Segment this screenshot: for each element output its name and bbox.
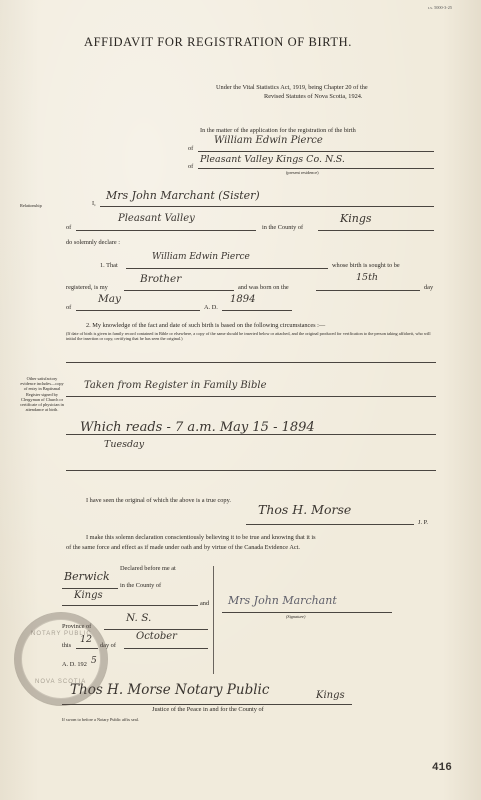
- deponent-place-handwritten: Pleasant Valley: [118, 213, 195, 224]
- day-label: day: [424, 284, 434, 291]
- ad-label: A. D.: [204, 304, 218, 311]
- page-number: 416: [432, 762, 452, 774]
- evidence-line-1-handwritten: Taken from Register in Family Bible: [84, 380, 267, 391]
- relation-handwritten: Brother: [140, 273, 182, 285]
- notary-seal-note: If sworn to before a Notary Public affix seal.: [62, 717, 139, 722]
- birth-year-handwritten: 1894: [230, 294, 256, 305]
- declaration-line-2: of the same force and effect as if made under oath and by virtue of the Canada Evidence Act.: [66, 544, 300, 551]
- matter-intro: In the matter of the application for the registration of the birth: [200, 127, 356, 134]
- evidence-line-3-handwritten: Tuesday: [104, 439, 145, 450]
- registered-label: registered, is my: [66, 284, 108, 291]
- deponent-county-handwritten: Kings: [340, 212, 372, 225]
- matter-of-label: of: [188, 145, 194, 152]
- residence-handwritten: Pleasant Valley Kings Co. N.S.: [200, 154, 345, 165]
- form-code: ɪ.s. 5000-3-25: [428, 5, 452, 10]
- day-of-label: day of: [100, 642, 116, 649]
- statute-line-1: Under the Vital Statistics Act, 1919, being Chapter 20 of the: [216, 84, 368, 91]
- clause1-suffix: whose birth is sought to be: [332, 262, 400, 269]
- signature-caption: (Signature): [286, 614, 306, 619]
- notary-seal-emboss: NOTARY PUBLIC NOVA SCOTIA: [14, 612, 108, 706]
- clause1-name-handwritten: William Edwin Pierce: [152, 252, 250, 262]
- i-label: I,: [92, 200, 96, 207]
- birth-day-handwritten: 15th: [356, 272, 379, 283]
- declared-label: Declared before me at: [120, 565, 176, 572]
- declared-day-handwritten: 12: [80, 634, 93, 645]
- side-note: Other satisfactory evidence includes—copy of entry in Baptismal Register signed by Clergyman of Church or certificate of physician in attendance at birth.: [20, 376, 64, 413]
- declared-place-handwritten: Berwick: [64, 570, 110, 583]
- document-title: AFFIDAVIT FOR REGISTRATION OF BIRTH.: [84, 35, 352, 49]
- declared-ad-label: A. D. 192: [62, 661, 87, 668]
- residence-caption: (present residence): [286, 170, 319, 175]
- this-label: this: [62, 642, 72, 649]
- and-label: and: [200, 600, 210, 607]
- declared-county-handwritten: Kings: [74, 590, 103, 601]
- deponent-signature-handwritten: Mrs John Marchant: [228, 594, 337, 607]
- birth-month-handwritten: May: [98, 293, 121, 305]
- deponent-county-label: in the County of: [262, 224, 304, 231]
- officer-caption: Justice of the Peace in and for the County of: [152, 706, 264, 713]
- declaration-line-1: I make this solemn declaration conscientiously believing it to be true and knowing that it is: [86, 534, 316, 541]
- deponent-of-label: of: [66, 224, 72, 231]
- declared-county-label: in the County of: [120, 582, 162, 589]
- officer-county-handwritten: Kings: [316, 690, 345, 701]
- evidence-line-2-handwritten: Which reads - 7 a.m. May 15 - 1894: [80, 420, 315, 435]
- clause2-note: (If date of birth is given in family record contained in Bible or elsewhere, a copy of the same should be inserted below or attached, and the original produced for verification to the person taking affidavit, who will initial the insertion or copy, certifying that he has seen the original.): [66, 331, 431, 342]
- jp-label: J. P.: [418, 519, 428, 526]
- declared-month-handwritten: October: [136, 631, 177, 642]
- matter-of-label-2: of: [188, 163, 194, 170]
- province-label: Province of: [62, 623, 92, 630]
- relationship-label: Relationship: [20, 203, 42, 208]
- officer-signature-handwritten: Thos H. Morse Notary Public: [70, 682, 270, 698]
- province-handwritten: N. S.: [126, 612, 152, 624]
- born-on-label: and was born on the: [238, 284, 289, 291]
- declare-label: do solemnly declare :: [66, 239, 121, 246]
- jp-signature-handwritten: Thos H. Morse: [258, 502, 352, 517]
- declared-year-handwritten: 5: [91, 656, 97, 666]
- birth-name-handwritten: William Edwin Pierce: [214, 135, 323, 146]
- clause2-text: 2. My knowledge of the fact and date of such birth is based on the following circumstances :—: [86, 322, 326, 329]
- clause1-prefix: 1. That: [100, 262, 118, 269]
- clause1-of-label: of: [66, 304, 72, 311]
- seen-original-statement: I have seen the original of which the above is a true copy.: [86, 497, 231, 504]
- statute-line-2: Revised Statutes of Nova Scotia, 1924.: [264, 93, 363, 100]
- deponent-name-handwritten: Mrs John Marchant (Sister): [106, 189, 260, 202]
